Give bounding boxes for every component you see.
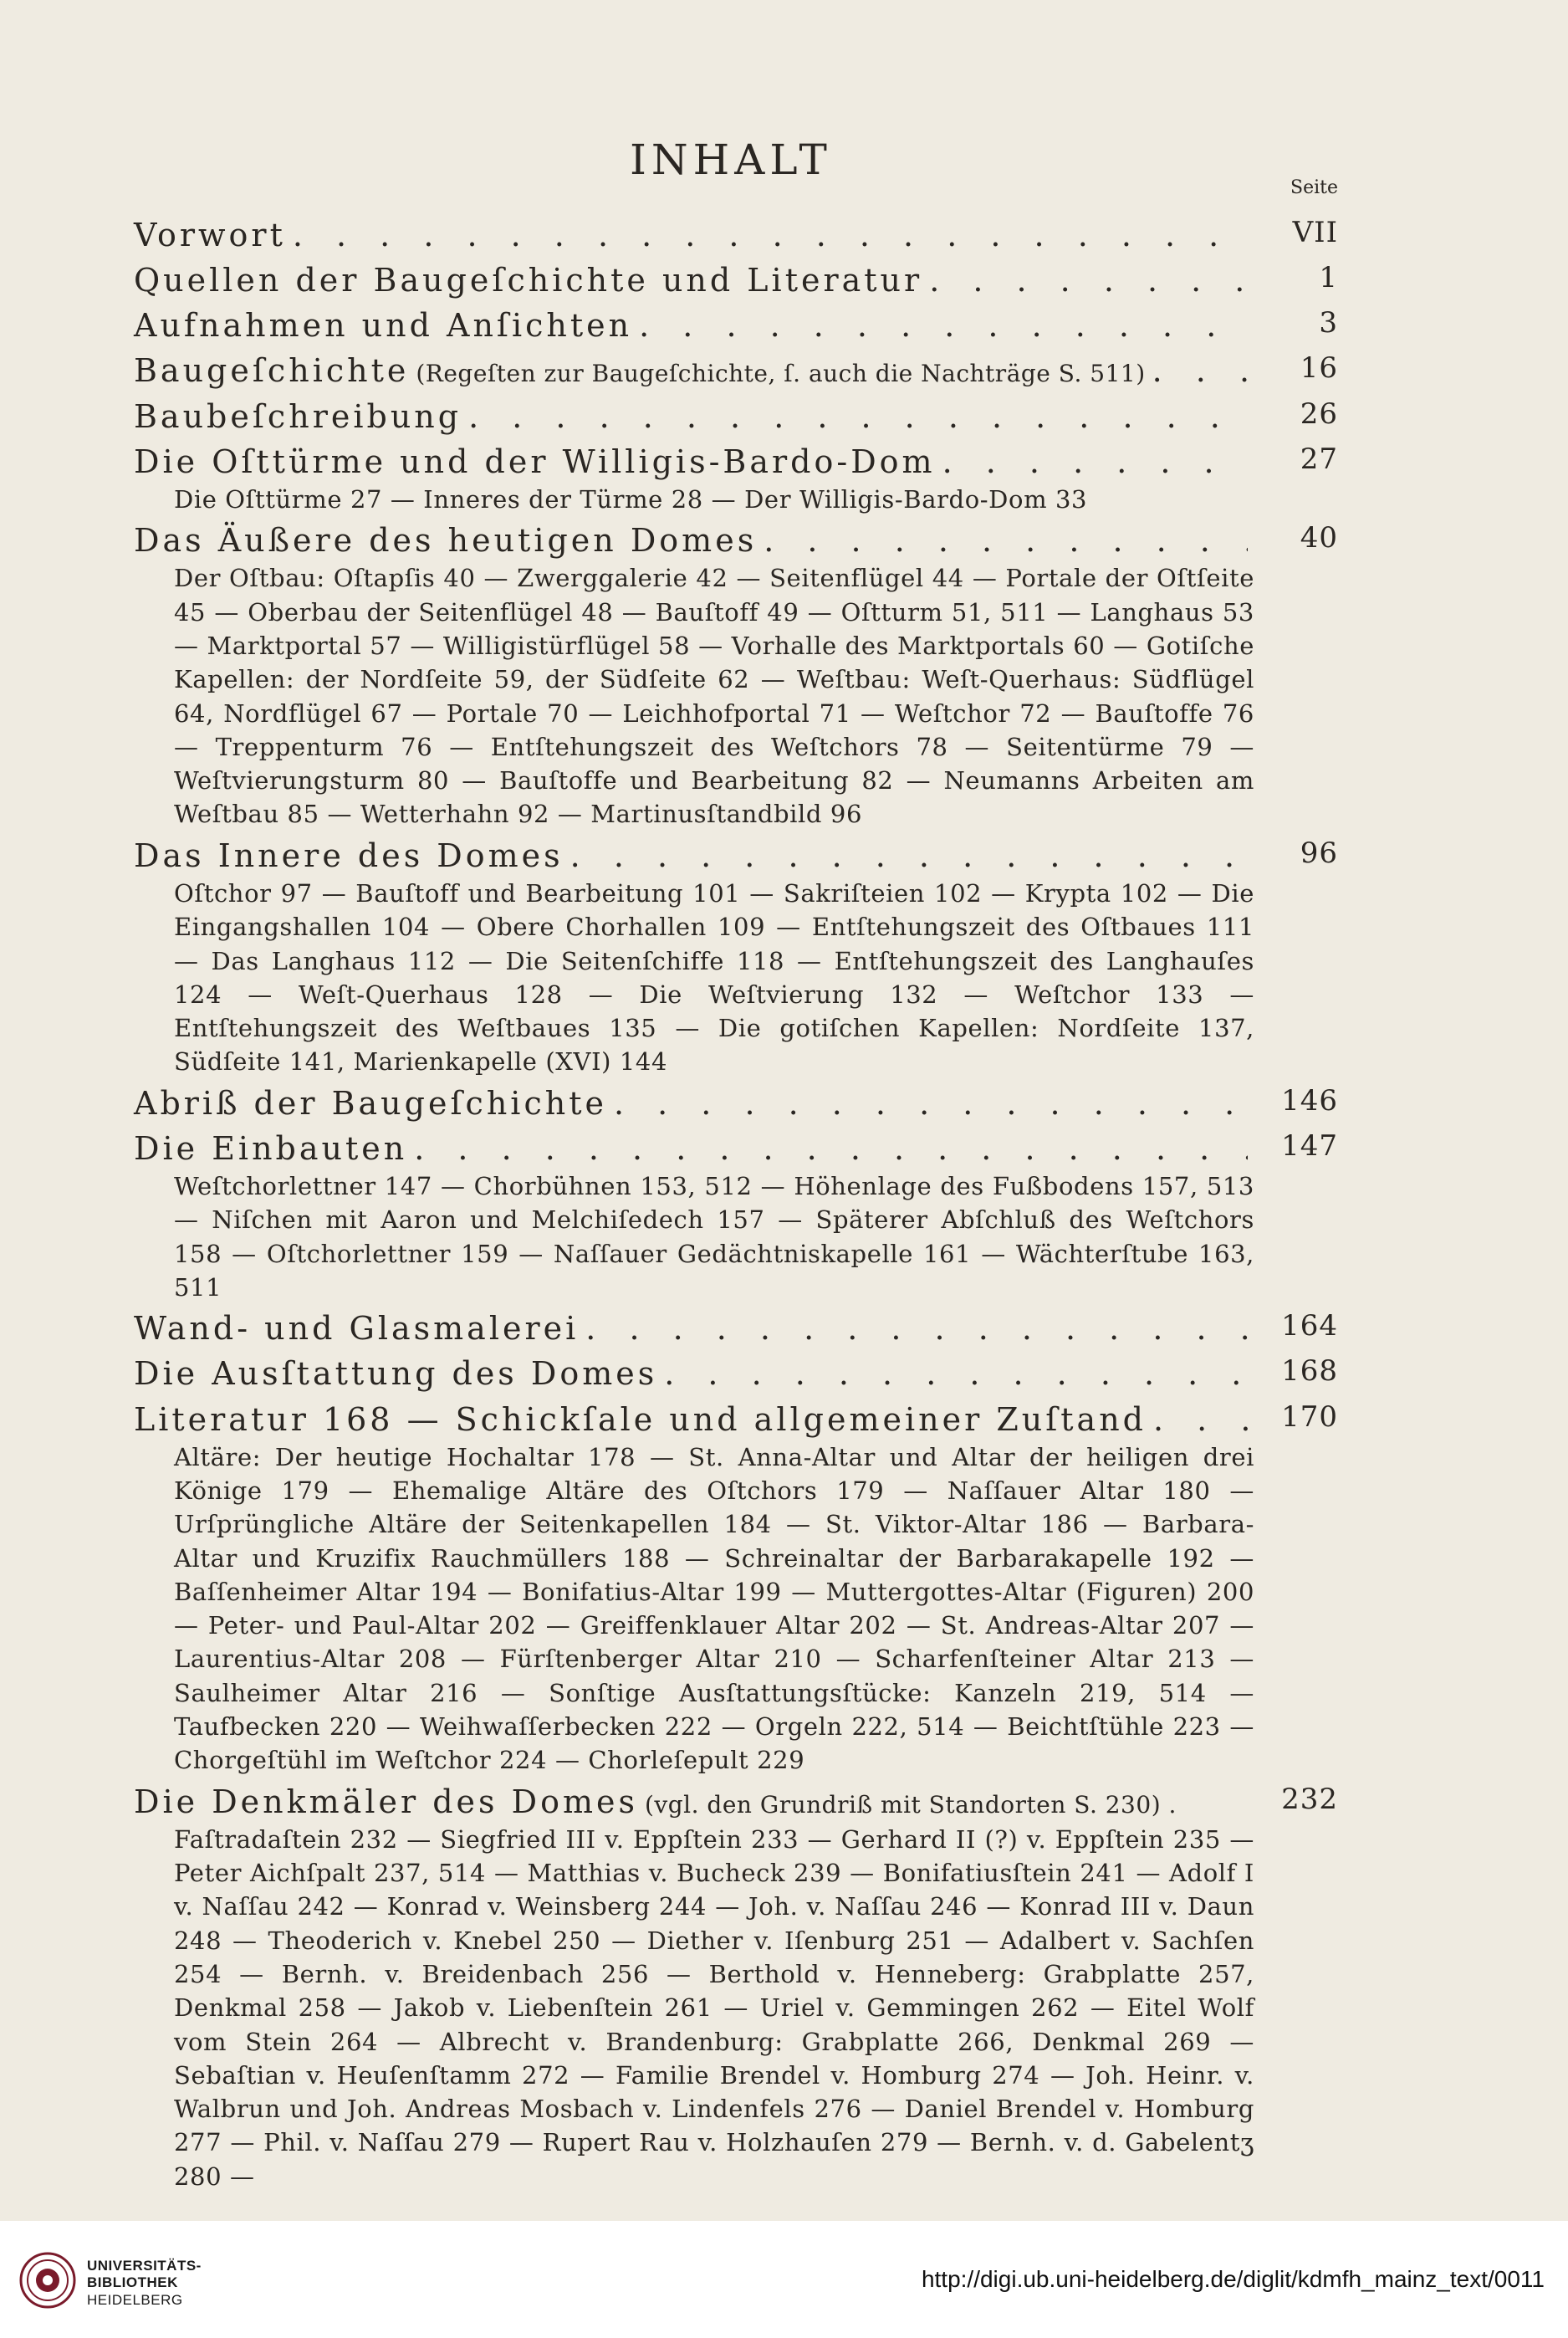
toc-entry-title: Die Einbauten [134, 1129, 408, 1167]
toc-entry [134, 1128, 1338, 1169]
toc-entry [134, 1781, 1338, 1823]
toc-subentries: Weſtchorlettner 147 — Chorbühnen 153, 512 — Höhenlage des Fußbodens 157, 513 — Niſchen mit Aaron und Melchiſedech 157 — Späterer Abſchluß des Weſtchors 158 — Oſtchorlettner 159 — Naſſauer Gedächtniskapelle 161 — Wächterſtube 163, 511 [174, 1172, 1254, 1302]
toc-entry [134, 304, 1338, 346]
toc-entry [134, 835, 1338, 877]
university-seal-icon [18, 2251, 77, 2310]
toc-entry [134, 259, 1338, 301]
toc-entry [134, 519, 1338, 561]
toc-entry-note: (vgl. den Grundriß mit Standorten S. 230) . [644, 1790, 1177, 1819]
toc-subentries: Die Oſttürme 27 — Inneres der Türme 28 — Der Willigis-Bardo-Dom 33 [174, 484, 1088, 514]
toc-entry-note: (Regeſten zur Baugeſchichte, ſ. auch die Nachträge S. 511) [416, 360, 1146, 388]
toc-entry-title: Vorwort [134, 217, 286, 253]
dot-leader [929, 259, 1248, 301]
toc-page-number: 164 [1281, 1309, 1338, 1343]
dot-leader [664, 1353, 1248, 1394]
page-title: INHALT [630, 136, 832, 184]
toc-subentries: Faſtradaſtein 232 — Siegfried III v. Eppſtein 233 — Gerhard II (?) v. Eppſtein 235 — Peter Aichſpalt 237, 514 — Matthias v. Bucheck 239 — Bonifatiusſtein 241 — Adolf I v. Naſſau 242 — Konrad v. Weinsberg 244 — Joh. v. Naſſau 246 — Konrad III v. Daun 248 — Theoderich v. Knebel 250 — Diether v. Iſenburg 251 — Adalbert v. Sachſen 254 — Bernh. v. Breidenbach 256 — Berthold v. Henneberg: Grabplatte 257, Denkmal 258 — Jakob v. Liebenſtein 261 — Uriel v. Gemmingen 262 — Eitel Wolf vom Stein 264 — Albrecht v. Brandenburg: Grabplatte 266, Denkmal 269 — Sebaſtian v. Heuſenſtamm 272 — Familie Brendel v. Homburg 274 — Joh. Heinr. v. Walbrun und Joh. Andreas Mosbach v. Lindenfels 276 — Daniel Brendel v. Homburg 277 — Phil. v. Naſſau 279 — Rupert Rau v. Holzhauſen 279 — Bernh. v. d. Gabelentʒ 280 — [174, 1824, 1254, 2191]
toc-page-number: 170 [1281, 1399, 1338, 1434]
toc-entry [134, 350, 1338, 391]
toc-entry [134, 1353, 1338, 1394]
dot-leader [1152, 350, 1248, 391]
toc-entry [134, 441, 1338, 483]
toc-subentries: Oſtchor 97 — Bauſtoff und Bearbeitung 101 — Sakriſteien 102 — Krypta 102 — Die Eingangshallen 104 — Obere Chorhallen 109 — Entſtehungszeit des Oſtbaues 111 — Das Langhaus 112 — Die Seitenſchiffe 118 — Entſtehungszeit des Langhauſes 124 — Weſt-Querhaus 128 — Die Weſtvierung 132 — Weſtchor 133 — Entſtehungszeit des Weſtbaues 135 — Die gotiſchen Kapellen: Nordſeite 137, Südſeite 141, Marienkapelle (XVI) 144 [174, 878, 1254, 1077]
toc-entry [134, 214, 1338, 256]
library-name [87, 2258, 202, 2309]
toc-entry-title: Baugeſchichte [134, 352, 410, 390]
toc-page-number: 16 [1300, 351, 1338, 386]
toc-subentries: Altäre: Der heutige Hochaltar 178 — St. Anna-Altar und Altar der heiligen drei Könige 179 — Ehemalige Altäre des Oſtchors 179 — Naſſauer Altar 180 — Urſprüngliche Altäre der Seitenkapellen 184 — St. Viktor-Altar 186 — Barbara-Altar und Kruzifix Rauchmüllers 188 — Schreinaltar der Barbarakapelle 192 — Baſſenheimer Altar 194 — Bonifatius-Altar 199 — Muttergottes-Altar (Figuren) 200 — Peter- und Paul-Altar 202 — Greiffenklauer Altar 202 — St. Andreas-Altar 207 — Laurentius-Altar 208 — Fürſtenberger Altar 210 — Scharfenſteiner Altar 213 — Saulheimer Altar 216 — Sonſtige Ausſtattungsſtücke: Kanzeln 219, 514 — Taufbecken 220 — Weihwaſſerbecken 222 — Orgeln 222, 514 — Beichtſtühle 223 — Chorgeſtühl im Weſtchor 224 — Chorleſepult 229 [174, 1442, 1254, 1775]
dot-leader [570, 835, 1248, 877]
toc-page-number: 27 [1300, 442, 1338, 476]
dot-leader [468, 396, 1248, 437]
toc-page-number: 96 [1300, 836, 1338, 870]
toc-page-number: VII [1292, 216, 1338, 249]
dot-leader [942, 441, 1248, 483]
toc-entry-title: Abriß der Baugeſchichte [134, 1084, 607, 1122]
dot-leader [639, 304, 1248, 346]
table-of-contents [134, 211, 1338, 2193]
toc-entry-title: Literatur 168 — Schickſale und allgemeiner Zuſtand [134, 1400, 1147, 1438]
toc-entry [134, 396, 1338, 437]
toc-page-number: 146 [1281, 1083, 1338, 1118]
toc-entry-title: Die Oſttürme und der Willigis-Bardo-Dom [134, 443, 936, 480]
toc-entry-title: Die Denkmäler des Domes [134, 1783, 638, 1820]
source-url[interactable]: http://digi.ub.uni-heidelberg.de/diglit/kdmfh_mainz_text/0011 [921, 2266, 1545, 2292]
toc-page-number: 40 [1300, 521, 1338, 555]
toc-entry-title: Quellen der Baugeſchichte und Literatur [134, 262, 923, 299]
toc-page-number: 3 [1319, 306, 1338, 340]
toc-entry-title: Wand- und Glasmalerei [134, 1310, 580, 1348]
toc-entry-title: Die Ausſtattung des Domes [134, 1355, 658, 1393]
toc-subentries: Der Oſtbau: Oſtapſis 40 — Zwerggalerie 42 — Seitenflügel 44 — Portale der Oſtſeite 45 — Oberbau der Seitenflügel 48 — Bauſtoff 49 — Oſtturm 51, 511 — Langhaus 53 — Marktportal 57 — Willigistürflügel 58 — Vorhalle des Marktportals 60 — Gotiſche Kapellen: der Nordſeite 59, der Südſeite 62 — Weſtbau: Weſt-Querhaus: Südflügel 64, Nordflügel 67 — Portale 70 — Leichhofportal 71 — Weſtchor 72 — Bauſtoffe 76 — Treppenturm 76 — Entſtehungszeit des Weſtchors 78 — Seitentürme 79 — Weſtvierungsturm 80 — Bauſtoffe und Bearbeitung 82 — Neumanns Arbeiten am Weſtbau 85 — Wetterhahn 92 — Martinusſtandbild 96 [174, 564, 1254, 829]
dot-leader [764, 519, 1248, 561]
dot-leader [585, 1307, 1248, 1349]
dot-leader [414, 1128, 1248, 1169]
dot-leader [1153, 1399, 1248, 1440]
library-name-line2: BIBLIOTHEK [87, 2274, 178, 2291]
library-name-line1: UNIVERSITÄTS- [87, 2258, 202, 2274]
toc-page-number: 168 [1281, 1354, 1338, 1389]
toc-entry-title: Das Äußere des heutigen Domes [134, 522, 758, 560]
footer-bar [0, 2221, 1568, 2338]
toc-page-number: 232 [1281, 1782, 1338, 1816]
toc-entry [134, 1399, 1338, 1440]
toc-entry-title: Baubeſchreibung [134, 397, 462, 435]
toc-page-number: 1 [1319, 261, 1338, 295]
dot-leader [293, 214, 1248, 256]
seite-column-label: Seite [1290, 177, 1338, 198]
toc-entry-title: Aufnahmen und Anſichten [134, 307, 633, 345]
toc-entry [134, 1307, 1338, 1349]
toc-page-number: 147 [1281, 1128, 1338, 1163]
toc-entry-title: Das Innere des Domes [134, 836, 564, 874]
toc-page-number: 26 [1300, 396, 1338, 431]
library-name-line3: HEIDELBERG [87, 2291, 183, 2308]
dot-leader [614, 1082, 1248, 1124]
toc-entry [134, 1082, 1338, 1124]
